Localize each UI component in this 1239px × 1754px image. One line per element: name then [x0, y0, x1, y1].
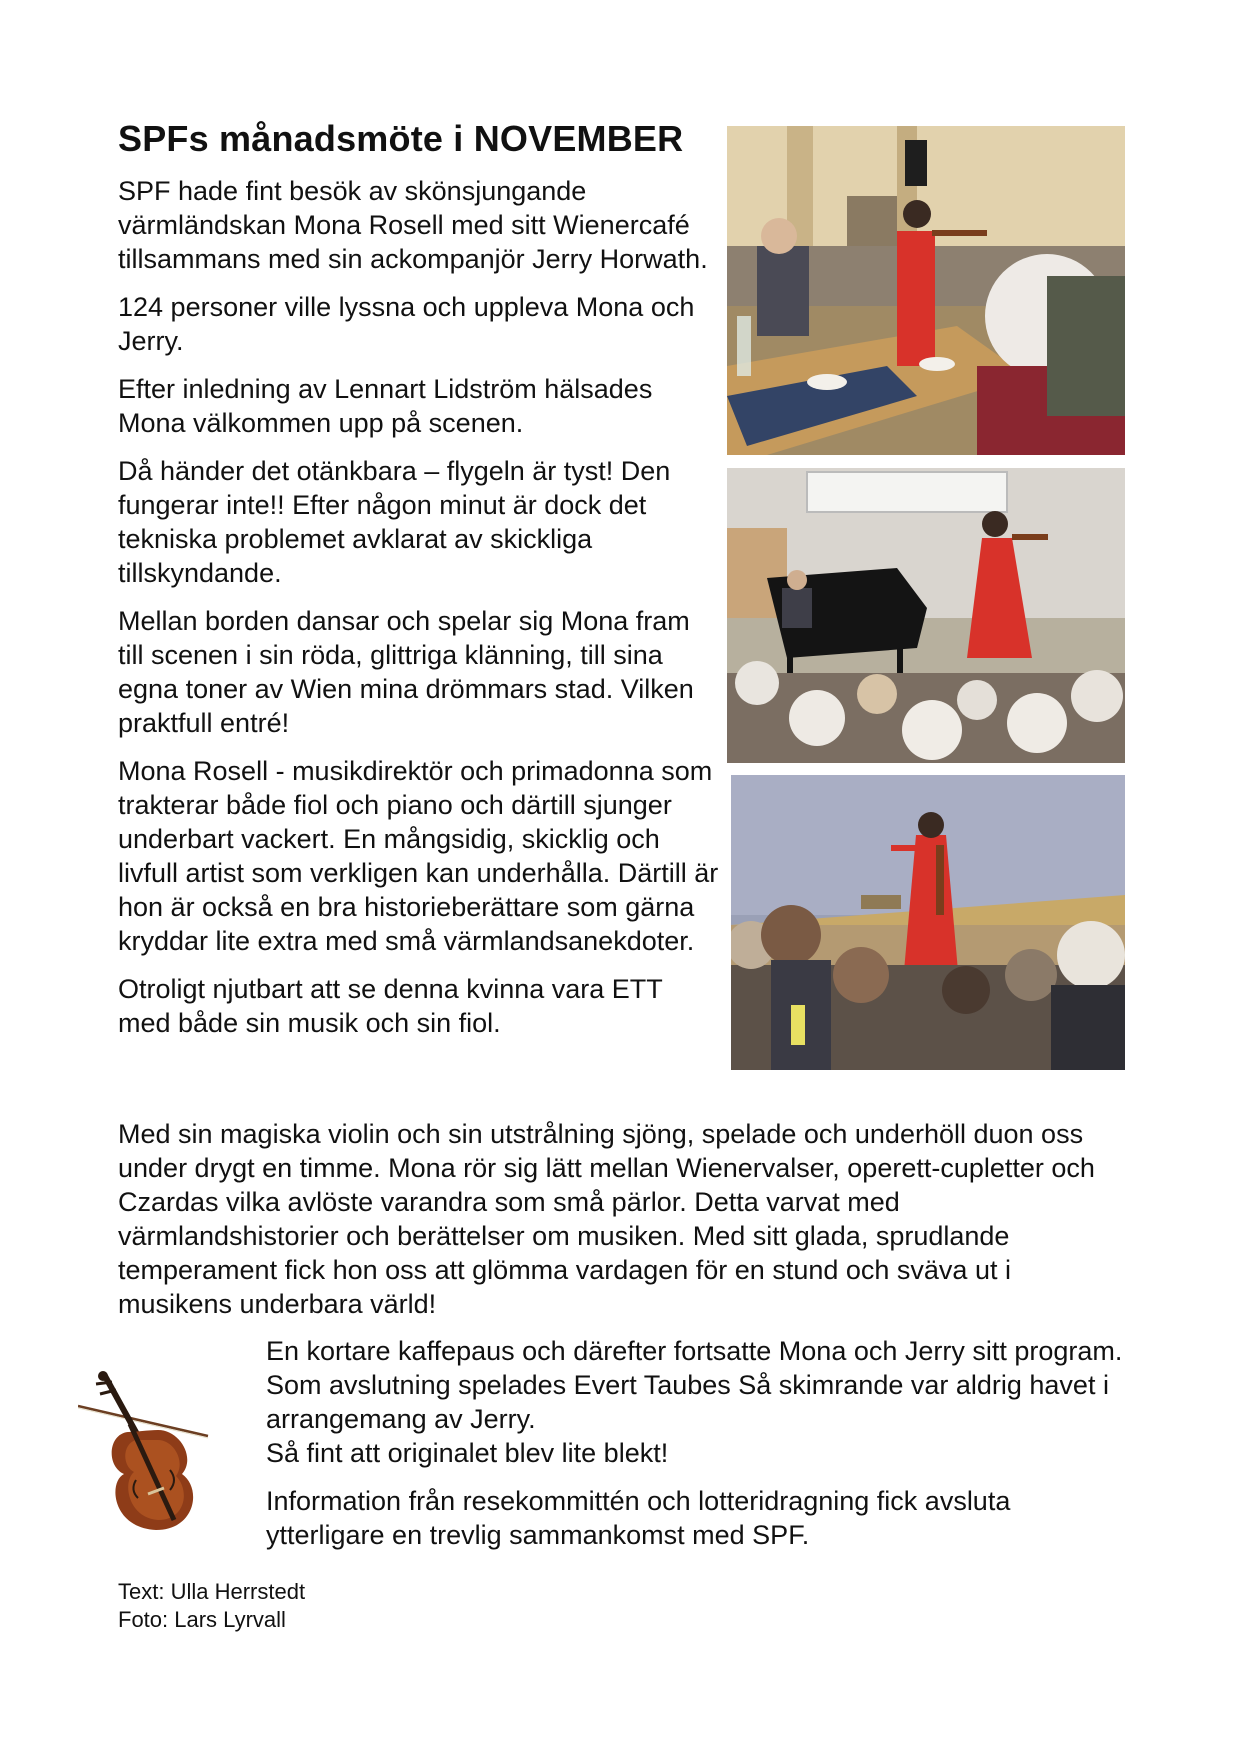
- photo-credit: Foto: Lars Lyrvall: [118, 1607, 286, 1632]
- credits: [118, 1578, 305, 1634]
- left-column-text: [118, 174, 722, 1054]
- paragraph-attendance: 124 personer ville lyssna och uppleva Mona och Jerry.: [118, 292, 695, 356]
- full-width-text: [118, 1117, 1126, 1321]
- paragraph-entrance: Mellan borden dansar och spelar sig Mona fram till scenen i sin röda, glittriga klänning, till sina egna toner av Wien mina drömmars stad. Vilken praktfull entré!: [118, 606, 694, 738]
- violinist-stage-photo: [731, 775, 1125, 1070]
- paragraph-intro: SPF hade fint besök av skönsjungande värmländskan Mona Rosell med sitt Wienercafé tillsammans med sin ackompanjör Jerry Horwath.: [118, 176, 708, 274]
- original-faded-line: Så fint att originalet blev lite blekt!: [266, 1438, 669, 1468]
- paragraph-coffee-break: [266, 1334, 1126, 1470]
- coffee-break-line: En kortare kaffepaus och därefter fortsatte Mona och Jerry sitt program. Som avslutning spelades Evert Taubes Så skimrande var aldrig havet i arrangemang av Jerry.: [266, 1336, 1123, 1434]
- paragraph-artist: Mona Rosell - musikdirektör och primadonna som trakterar både fiol och piano och därtill sjunger underbart vackert. En mångsidig, skicklig och livfull artist som verkligen kan underhålla. Därtill är hon är också en bra historieberättare som gärna kryddar lite extra med små värmlandsanekdoter.: [118, 756, 719, 956]
- paragraph-enjoyable: Otroligt njutbart att se denna kvinna vara ETT med både sin musik och sin fiol.: [118, 974, 663, 1038]
- paragraph-piano-problem: Då händer det otänkbara – flygeln är tyst! Den fungerar inte!! Efter någon minut är dock det tekniska problemet avklarat av skickliga tillskyndande.: [118, 456, 671, 588]
- paragraph-welcome: Efter inledning av Lennart Lidström hälsades Mona välkommen upp på scenen.: [118, 374, 653, 438]
- paragraph-closing: Information från resekommittén och lotteridragning fick avsluta ytterligare en trevlig sammankomst med SPF.: [266, 1486, 1011, 1550]
- article-title: SPFs månadsmöte i NOVEMBER: [118, 118, 684, 159]
- indented-text: [266, 1334, 1126, 1566]
- audience-hall-photo: [727, 126, 1125, 455]
- stage-piano-photo: [727, 468, 1125, 763]
- text-credit: Text: Ulla Herrstedt: [118, 1579, 306, 1604]
- violin-icon: [78, 1370, 214, 1540]
- paragraph-performance: Med sin magiska violin och sin utstrålning sjöng, spelade och underhöll duon oss under drygt en timme. Mona rör sig lätt mellan Wienervalser, operett-cupletter och Czardas vilka avlöste varandra som små pärlor. Detta varvat med värmlandshistorier och berättelser om musiken. Med sitt glada, sprudlande temperament fick hon oss att glömma vardagen för en stund och sväva ut i musikens underbara värld!: [118, 1119, 1095, 1319]
